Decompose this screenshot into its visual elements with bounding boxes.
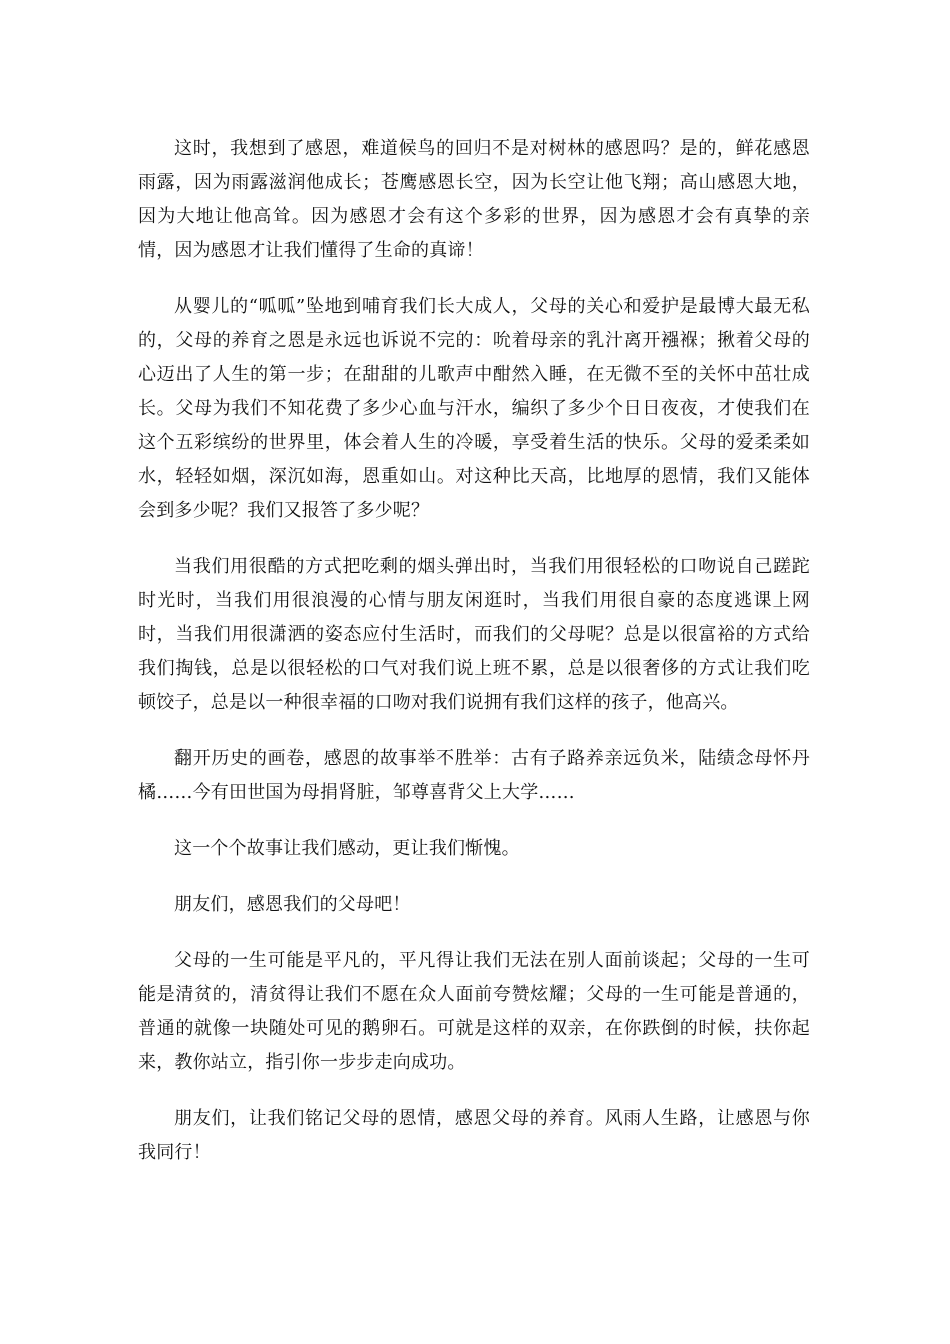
paragraph-4: 翻开历史的画卷，感恩的故事举不胜举：古有子路养亲远负米，陆绩念母怀丹橘……今有田世国为母捐肾脏，邹尊喜背父上大学…… — [138, 748, 810, 803]
paragraph-6: 朋友们，感恩我们的父母吧！ — [174, 894, 411, 915]
paragraph-5: 这一个个故事让我们感动，更让我们惭愧。 — [174, 838, 520, 859]
paragraph-8: 朋友们，让我们铭记父母的恩情，感恩父母的养育。风雨人生路，让感恩与你我同行！ — [138, 1108, 810, 1163]
paragraph-7: 父母的一生可能是平凡的，平凡得让我们无法在别人面前谈起；父母的一生可能是清贫的，清贫得让我们不愿在众人面前夸赞炫耀；父母的一生可能是普通的，普通的就像一块随处可见的鹅卵石。可就是这样的双亲，在你跌倒的时候，扶你起来，教你站立，指引你一步步走向成功。 — [138, 950, 810, 1073]
document-body — [138, 132, 810, 1192]
paragraph-1: 这时，我想到了感恩，难道候鸟的回归不是对树林的感恩吗？是的，鲜花感恩雨露，因为雨露滋润他成长；苍鹰感恩长空，因为长空让他飞翔；高山感恩大地，因为大地让他高耸。因为感恩才会有这个多彩的世界，因为感恩才会有真挚的亲情，因为感恩才让我们懂得了生命的真谛！ — [138, 138, 810, 261]
paragraph-2: 从婴儿的“呱呱”坠地到哺育我们长大成人，父母的关心和爱护是最博大最无私的，父母的养育之恩是永远也诉说不完的：吮着母亲的乳汁离开襁褓；揪着父母的心迈出了人生的第一步；在甜甜的儿歌声中酣然入睡，在无微不至的关怀中茁壮成长。父母为我们不知花费了多少心血与汗水，编织了多少个日日夜夜，才使我们在这个五彩缤纷的世界里，体会着人生的冷暖，享受着生活的快乐。父母的爱柔柔如水，轻轻如烟，深沉如海，恩重如山。对这种比天高，比地厚的恩情，我们又能体会到多少呢？我们又报答了多少呢？ — [138, 296, 810, 521]
paragraph-3: 当我们用很酷的方式把吃剩的烟头弹出时，当我们用很轻松的口吻说自己蹉跎时光时，当我们用很浪漫的心情与朋友闲逛时，当我们用很自豪的态度逃课上网时，当我们用很潇洒的姿态应付生活时，而我们的父母呢？总是以很富裕的方式给我们掏钱，总是以很轻松的口气对我们说上班不累，总是以很奢侈的方式让我们吃顿饺子，总是以一种很幸福的口吻对我们说拥有我们这样的孩子，他高兴。 — [138, 556, 810, 713]
